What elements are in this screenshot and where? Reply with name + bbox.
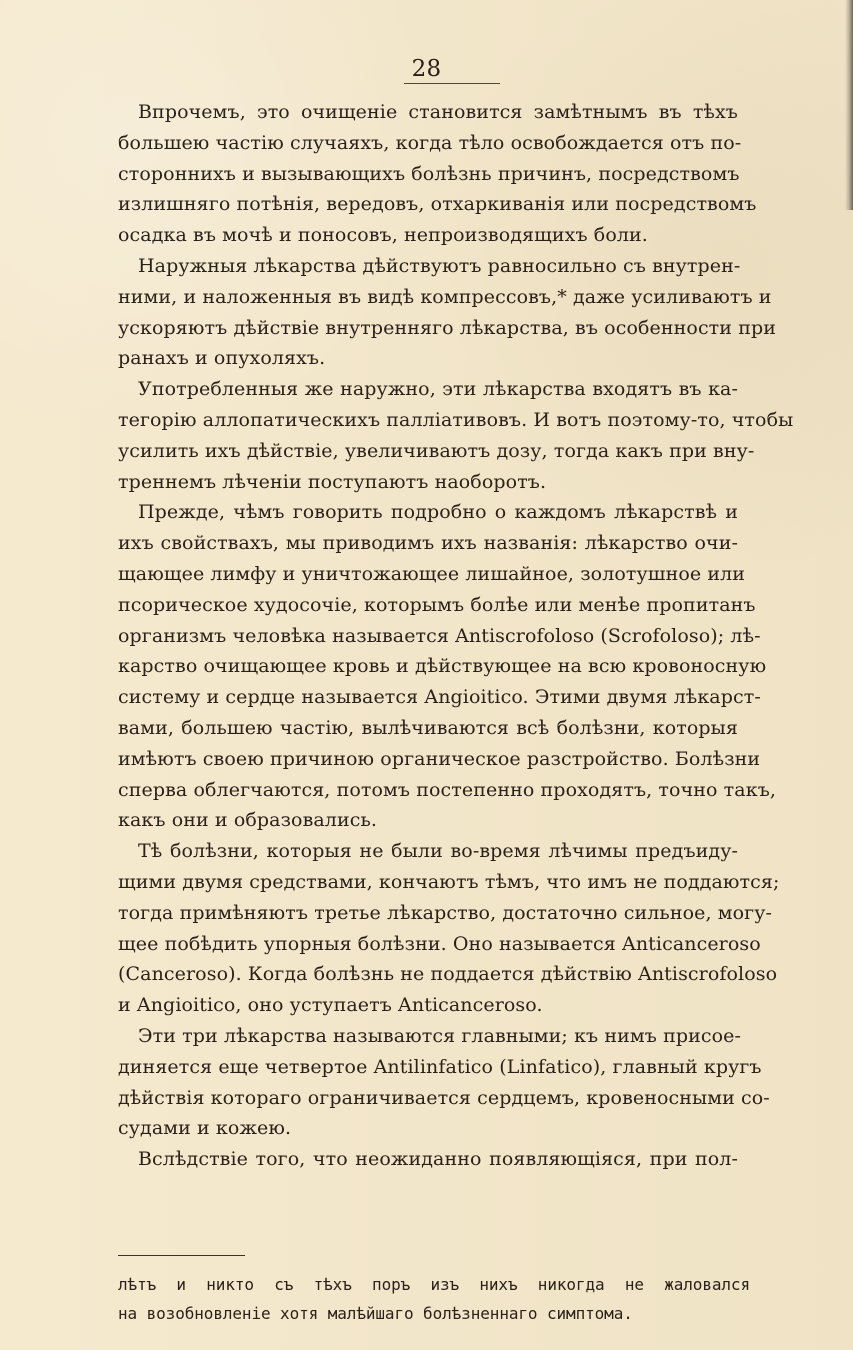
text-line: тогда примѣняютъ третье лѣкарство, достаточно сильное, могу- xyxy=(118,901,773,924)
text-line: Вслѣдствіе того, что неожиданно появляющіяся, при пол- xyxy=(138,1148,738,1171)
text-line: усилить ихъ дѣйствіе, увеличиваютъ дозу, тогда какъ при вну- xyxy=(118,439,755,462)
text-line: дѣйствія котораго ограничивается сердцемъ, кровеносными со- xyxy=(118,1086,770,1109)
text-line: и Angioitico, оно уступаетъ Anticanceroso. xyxy=(118,994,543,1017)
footnote-line: на возобновленіе хотя малѣйшаго болѣзненнаго симптома. xyxy=(118,1304,633,1323)
footnote xyxy=(118,1270,750,1328)
text-line: организмъ человѣка называется Antiscrofoloso (Scrofoloso); лѣ- xyxy=(118,624,761,647)
text-line: систему и сердце называется Angioitico. Этими двумя лѣкарст- xyxy=(118,686,761,709)
text-line: Эти три лѣкарства называются главными; къ нимъ присое- xyxy=(138,1024,742,1047)
text-line: щими двумя средствами, кончаютъ тѣмъ, что имъ не поддаются; xyxy=(118,870,780,893)
page-edge-shadow xyxy=(845,0,853,210)
text-line: карство очищающее кровь и дѣйствующее на всю кровоносную xyxy=(118,655,767,678)
footnote-line: лѣтъ и никто съ тѣхъ поръ изъ нихъ никогда не жаловался xyxy=(118,1275,750,1294)
main-text xyxy=(118,97,794,1175)
text-line: Прежде, чѣмъ говорить подробно о каждомъ лѣкарствѣ и xyxy=(138,501,738,524)
text-line: вами, большею частію, вылѣчиваются всѣ болѣзни, которыя xyxy=(118,716,738,739)
text-line: диняется еще четвертое Antilinfatico (Linfatico), главный кругъ xyxy=(118,1055,762,1078)
text-line: (Canceroso). Когда болѣзнь не поддается дѣйствію Antiscrofoloso xyxy=(118,963,778,986)
text-line: Наружныя лѣкарства дѣйствуютъ равносильно съ внутрен- xyxy=(138,254,741,277)
text-line: Употребленныя же наружно, эти лѣкарства входятъ въ ка- xyxy=(138,378,738,401)
text-line: ними, и наложенныя въ видѣ компрессовъ,* даже усиливаютъ и xyxy=(118,285,772,308)
text-line: Тѣ болѣзни, которыя не были во-время лѣчимы предъиду- xyxy=(138,840,738,863)
text-line: псорическое худосочіе, которымъ болѣе или менѣе пропитанъ xyxy=(118,593,756,616)
text-line: щее побѣдить упорныя болѣзни. Оно называется Anticanceroso xyxy=(118,932,761,955)
footnote-rule xyxy=(118,1255,245,1256)
text-line: Впрочемъ, это очищеніе становится замѣтнымъ въ тѣхъ xyxy=(138,101,738,123)
text-line: щающее лимфу и уничтожающее лишайное, золотушное или xyxy=(118,562,746,585)
text-line: большею частію случаяхъ, когда тѣло освобождается отъ по- xyxy=(118,131,742,154)
text-line: осадка въ мочѣ и поносовъ, непроизводящихъ боли. xyxy=(118,224,648,247)
text-line: стороннихъ и вызывающихъ болѣзнь причинъ, посредствомъ xyxy=(118,162,740,185)
text-line: ихъ свойствахъ, мы приводимъ ихъ названія: лѣкарство очи- xyxy=(118,532,738,555)
text-line: ускоряютъ дѣйствіе внутренняго лѣкарства, въ особенности при xyxy=(118,316,776,339)
text-line: сперва облегчаются, потомъ постепенно проходятъ, точно такъ, xyxy=(118,778,777,801)
text-line: какъ они и образовались. xyxy=(118,809,378,832)
text-line: ранахъ и опухоляхъ. xyxy=(118,347,326,370)
text-line: треннемъ лѣченіи поступаютъ наоборотъ. xyxy=(118,470,547,493)
text-line: судами и кожею. xyxy=(118,1117,292,1140)
footnote-marker xyxy=(434,301,435,302)
text-line: излишняго потѣнія, вередовъ, отхаркиванія или посредствомъ xyxy=(118,193,757,216)
text-line: тегорію аллопатическихъ палліативовъ. И вотъ поэтому-то, чтобы xyxy=(118,408,794,431)
text-line: имѣютъ своею причиною органическое разстройство. Болѣзни xyxy=(118,747,761,770)
page-number: 28 xyxy=(411,56,442,82)
page-number-rule xyxy=(404,83,500,84)
